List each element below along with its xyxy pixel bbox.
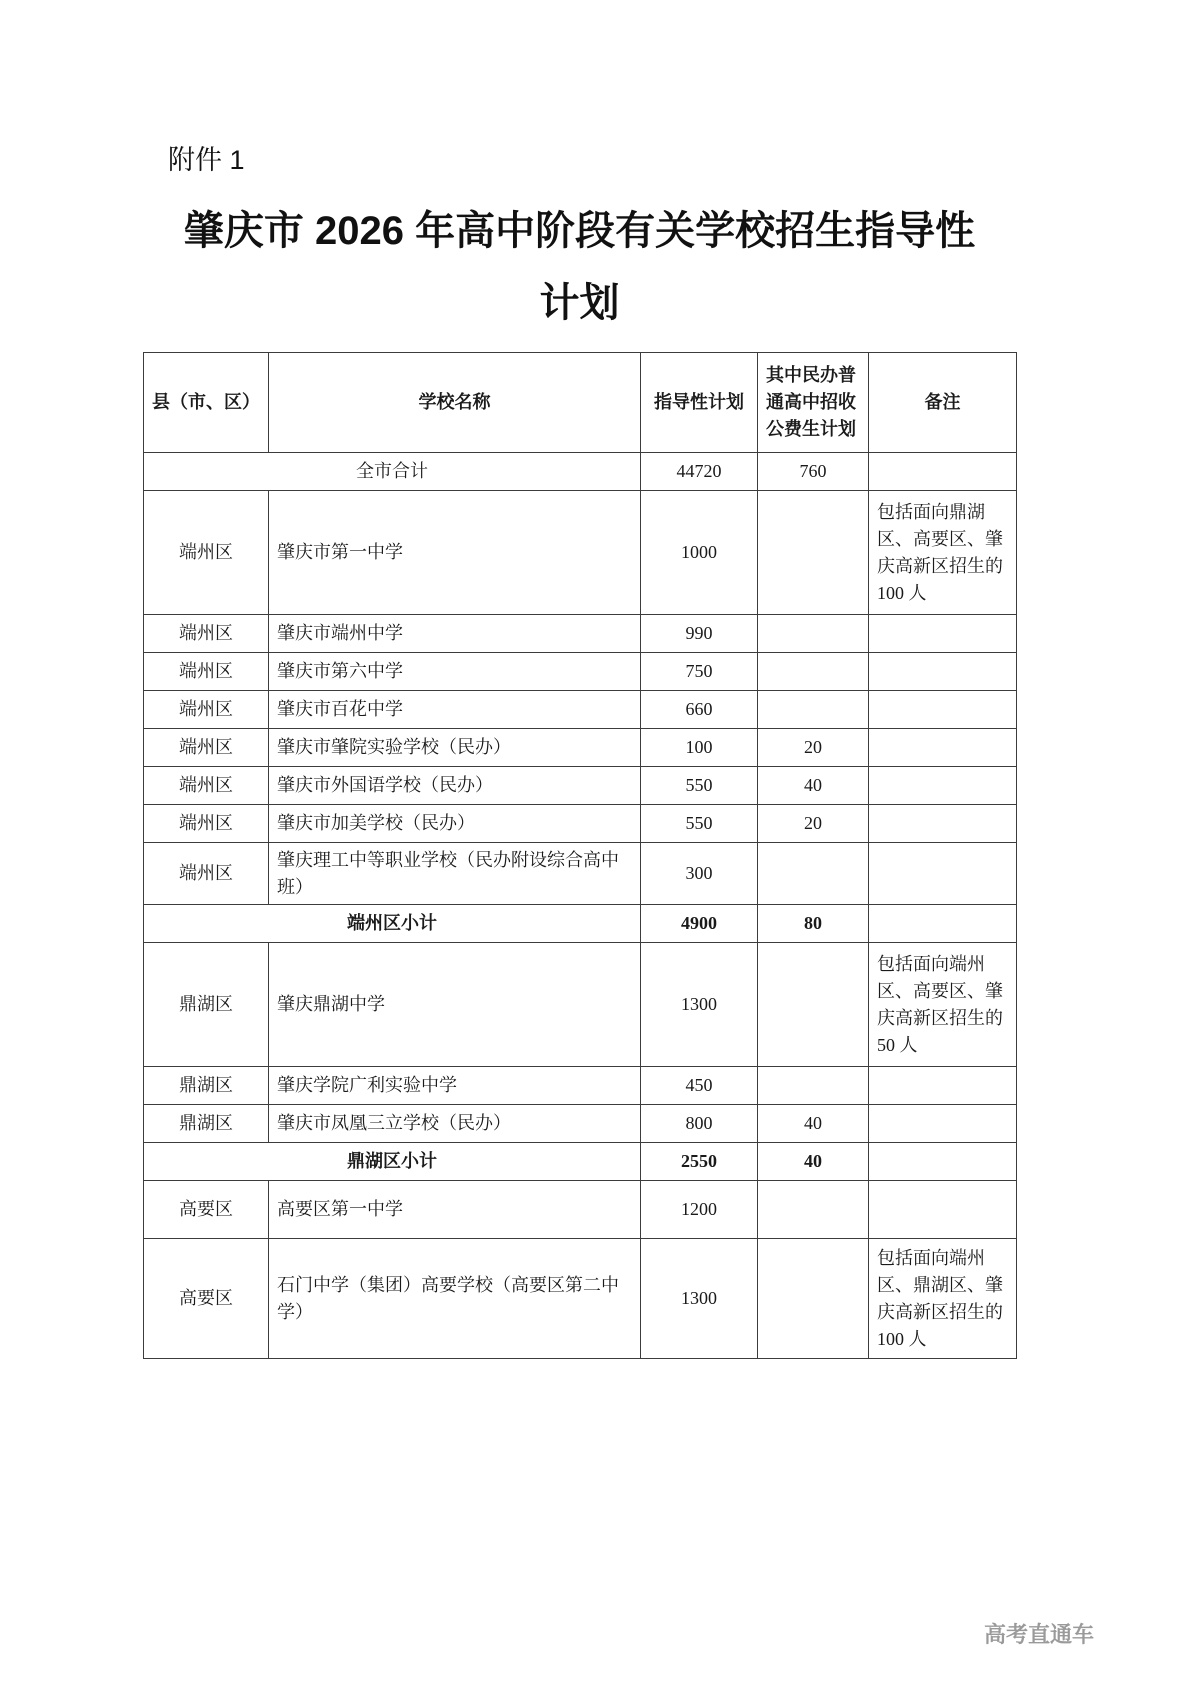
district-cell: 端州区: [144, 843, 269, 905]
public-funded-cell: 80: [758, 905, 869, 943]
district-cell: 鼎湖区: [144, 1105, 269, 1143]
public-funded-cell: 20: [758, 805, 869, 843]
remark-cell: [869, 729, 1017, 767]
table-row: [144, 453, 1017, 491]
table-row: [144, 491, 1017, 615]
plan-number-cell: 300: [641, 843, 758, 905]
plan-number-cell: 750: [641, 653, 758, 691]
remark-cell: [869, 843, 1017, 905]
plan-number-cell: 550: [641, 805, 758, 843]
document-title: [143, 207, 1016, 327]
header-guidance-plan: 指导性计划: [641, 353, 758, 453]
public-funded-cell: [758, 1239, 869, 1359]
attachment-label: 附件 1: [168, 145, 245, 175]
school-name-cell: 高要区第一中学: [269, 1181, 641, 1239]
table-row: [144, 943, 1017, 1067]
plan-number-cell: 990: [641, 615, 758, 653]
remark-cell: [869, 905, 1017, 943]
public-funded-cell: 760: [758, 453, 869, 491]
table-row: [144, 1067, 1017, 1105]
school-name-cell: 肇庆学院广利实验中学: [269, 1067, 641, 1105]
public-funded-cell: 40: [758, 1105, 869, 1143]
public-funded-cell: [758, 1181, 869, 1239]
table-row: [144, 767, 1017, 805]
header-school-name: 学校名称: [269, 353, 641, 453]
plan-number-cell: 1000: [641, 491, 758, 615]
district-cell: 端州区: [144, 805, 269, 843]
public-funded-cell: 40: [758, 767, 869, 805]
table-row: [144, 1239, 1017, 1359]
header-district: 县（市、区）: [144, 353, 269, 453]
plan-number-cell: 1200: [641, 1181, 758, 1239]
plan-number-cell: 550: [641, 767, 758, 805]
table-row: [144, 691, 1017, 729]
school-name-cell: 肇庆市外国语学校（民办）: [269, 767, 641, 805]
table-row: [144, 729, 1017, 767]
plan-number-cell: 1300: [641, 1239, 758, 1359]
remark-cell: [869, 453, 1017, 491]
row-label-cell: 端州区小计: [144, 905, 641, 943]
header-row: [144, 353, 1017, 453]
table-row: [144, 843, 1017, 905]
public-funded-cell: [758, 615, 869, 653]
remark-cell: [869, 1181, 1017, 1239]
title-line-2: 计划: [539, 281, 620, 325]
plan-number-cell: 4900: [641, 905, 758, 943]
school-name-cell: 肇庆市第六中学: [269, 653, 641, 691]
district-cell: 端州区: [144, 491, 269, 615]
row-label-cell: 全市合计: [144, 453, 641, 491]
remark-cell: [869, 653, 1017, 691]
table-row: [144, 653, 1017, 691]
school-name-cell: 肇庆市肇院实验学校（民办）: [269, 729, 641, 767]
school-name-cell: 肇庆市百花中学: [269, 691, 641, 729]
plan-number-cell: 100: [641, 729, 758, 767]
remark-cell: [869, 1143, 1017, 1181]
district-cell: 高要区: [144, 1239, 269, 1359]
district-cell: 端州区: [144, 767, 269, 805]
enrollment-plan-table: [143, 352, 1017, 1359]
table-row: [144, 1143, 1017, 1181]
plan-number-cell: 1300: [641, 943, 758, 1067]
district-cell: 端州区: [144, 653, 269, 691]
remark-cell: [869, 1067, 1017, 1105]
title-line-1: 肇庆市 2026 年高中阶段有关学校招生指导性: [183, 209, 976, 253]
public-funded-cell: [758, 653, 869, 691]
remark-cell: 包括面向鼎湖区、高要区、肇庆高新区招生的100 人: [869, 491, 1017, 615]
table-row: [144, 805, 1017, 843]
plan-number-cell: 450: [641, 1067, 758, 1105]
public-funded-cell: [758, 1067, 869, 1105]
remark-cell: [869, 805, 1017, 843]
table-row: [144, 1105, 1017, 1143]
remark-cell: [869, 1105, 1017, 1143]
district-cell: 端州区: [144, 691, 269, 729]
school-name-cell: 肇庆市凤凰三立学校（民办）: [269, 1105, 641, 1143]
public-funded-cell: [758, 943, 869, 1067]
plan-number-cell: 2550: [641, 1143, 758, 1181]
public-funded-cell: [758, 843, 869, 905]
plan-number-cell: 800: [641, 1105, 758, 1143]
remark-cell: 包括面向端州区、鼎湖区、肇庆高新区招生的100 人: [869, 1239, 1017, 1359]
district-cell: 端州区: [144, 729, 269, 767]
watermark: 高考直通车: [983, 1622, 1094, 1647]
remark-cell: [869, 767, 1017, 805]
remark-cell: [869, 691, 1017, 729]
school-name-cell: 肇庆鼎湖中学: [269, 943, 641, 1067]
district-cell: 鼎湖区: [144, 943, 269, 1067]
public-funded-cell: 40: [758, 1143, 869, 1181]
row-label-cell: 鼎湖区小计: [144, 1143, 641, 1181]
district-cell: 高要区: [144, 1181, 269, 1239]
school-name-cell: 肇庆市第一中学: [269, 491, 641, 615]
remark-cell: [869, 615, 1017, 653]
school-name-cell: 肇庆市加美学校（民办）: [269, 805, 641, 843]
school-name-cell: 肇庆市端州中学: [269, 615, 641, 653]
table-row: [144, 905, 1017, 943]
plan-table-body: [144, 453, 1017, 1359]
school-name-cell: 石门中学（集团）高要学校（高要区第二中学）: [269, 1239, 641, 1359]
district-cell: 鼎湖区: [144, 1067, 269, 1105]
plan-number-cell: 660: [641, 691, 758, 729]
header-remarks: 备注: [869, 353, 1017, 453]
public-funded-cell: [758, 691, 869, 729]
school-name-cell: 肇庆理工中等职业学校（民办附设综合高中班）: [269, 843, 641, 905]
public-funded-cell: 20: [758, 729, 869, 767]
plan-number-cell: 44720: [641, 453, 758, 491]
header-private-public-funded: 其中民办普通高中招收公费生计划: [758, 353, 869, 453]
district-cell: 端州区: [144, 615, 269, 653]
public-funded-cell: [758, 491, 869, 615]
table-row: [144, 1181, 1017, 1239]
table-row: [144, 615, 1017, 653]
remark-cell: 包括面向端州区、高要区、肇庆高新区招生的50 人: [869, 943, 1017, 1067]
